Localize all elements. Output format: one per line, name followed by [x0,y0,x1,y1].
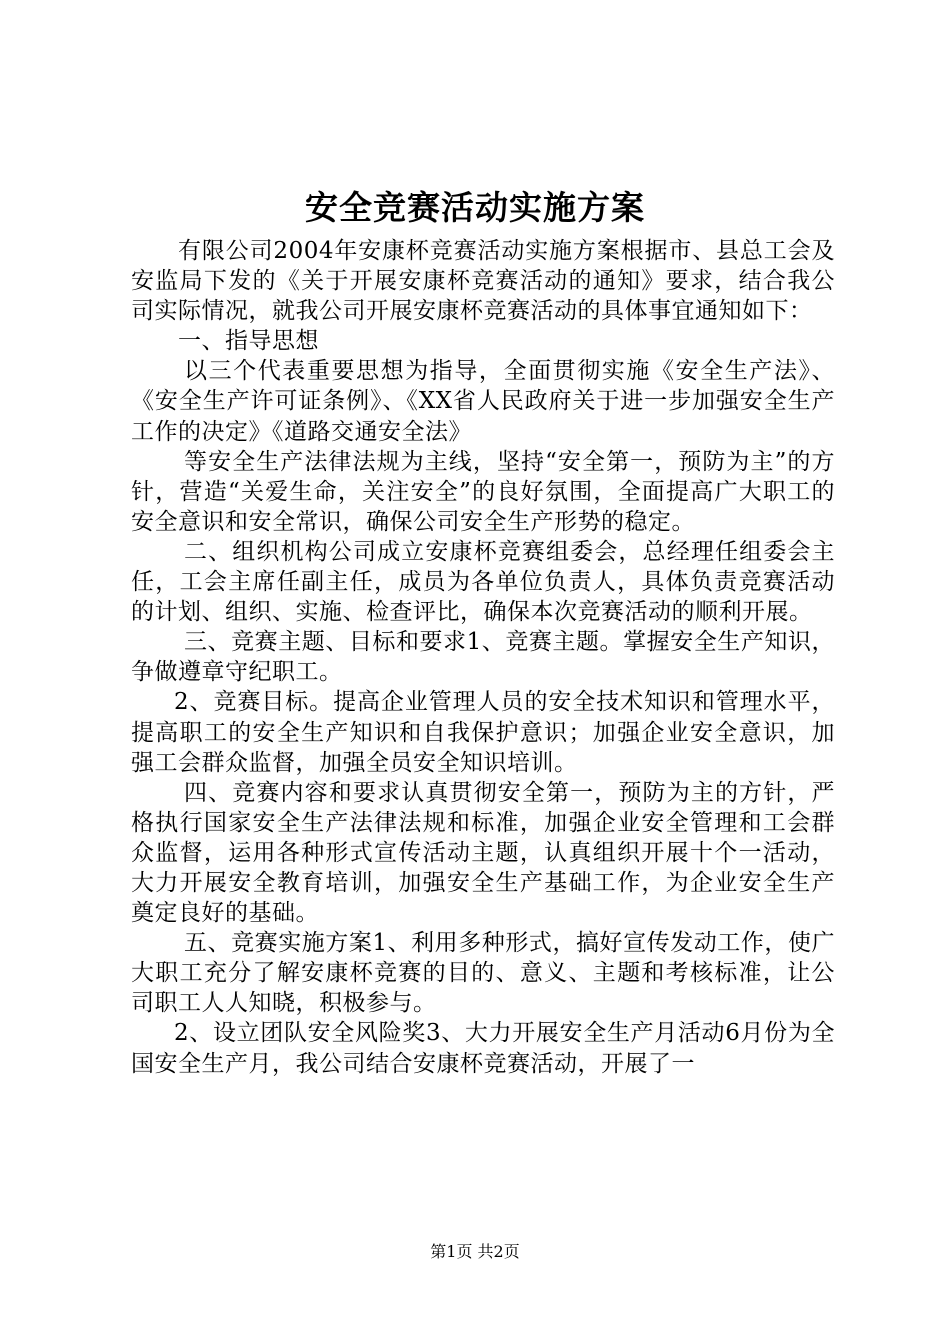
paragraph-theme: 三、竞赛主题、目标和要求1、竞赛主题。掌握安全生产知识，争做遵章守纪职工。 [131,629,835,686]
paragraph-heading-guiding-thought: 一、指导思想 [178,328,319,355]
document-title: 安全竞赛活动实施方案 [305,188,645,227]
paragraph-organization: 二、组织机构公司成立安康杯竞赛组委会，总经理任组委会主任，工会主席任副主任，成员为各单位负责人，具体负责竞赛活动的计划、组织、实施、检查评比，确保本次竞赛活动的顺利开展。 [131,538,835,626]
paragraph-risk-award: 2、设立团队安全风险奖3、大力开展安全生产月活动6月份为全国安全生产月，我公司结合安康杯竞赛活动，开展了一 [131,1020,835,1077]
page-number-footer: 第1页 共2页 [430,1242,520,1261]
paragraph-intro: 有限公司2004年安康杯竞赛活动实施方案根据市、县总工会及安监局下发的《关于开展安康杯竞赛活动的通知》要求，结合我公司实际情况，就我公司开展安康杯竞赛活动的具体事宜通知如下： [131,238,835,325]
paragraph-implementation: 五、竞赛实施方案1、利用多种形式，搞好宣传发动工作，使广大职工充分了解安康杯竞赛的目的、意义、主题和考核标准，让公司职工人人知晓，积极参与。 [131,930,835,1017]
paragraph-guiding-thought-1: 以三个代表重要思想为指导，全面贯彻实施《安全生产法》、《安全生产许可证条例》、《XX省人民政府关于进一步加强安全生产工作的决定》《道路交通安全法》 [131,358,835,445]
paragraph-goal: 2、竞赛目标。提高企业管理人员的安全技术知识和管理水平，提高职工的安全生产知识和自我保护意识；加强企业安全意识，加强工会群众监督，加强全员安全知识培训。 [131,689,835,776]
document-body [131,236,835,1079]
paragraph-guiding-thought-2: 等安全生产法律法规为主线，坚持“安全第一，预防为主”的方针，营造“关爱生命，关注安全”的良好氛围，全面提高广大职工的安全意识和安全常识，确保公司安全生产形势的稳定。 [131,448,835,535]
paragraph-content-requirements: 四、竞赛内容和要求认真贯彻安全第一，预防为主的方针，严格执行国家安全生产法律法规和标准，加强企业安全管理和工会群众监督，运用各种形式宣传活动主题，认真组织开展十个一活动，大力开展安全教育培训，加强安全生产基础工作，为企业安全生产奠定良好的基础。 [131,779,835,927]
